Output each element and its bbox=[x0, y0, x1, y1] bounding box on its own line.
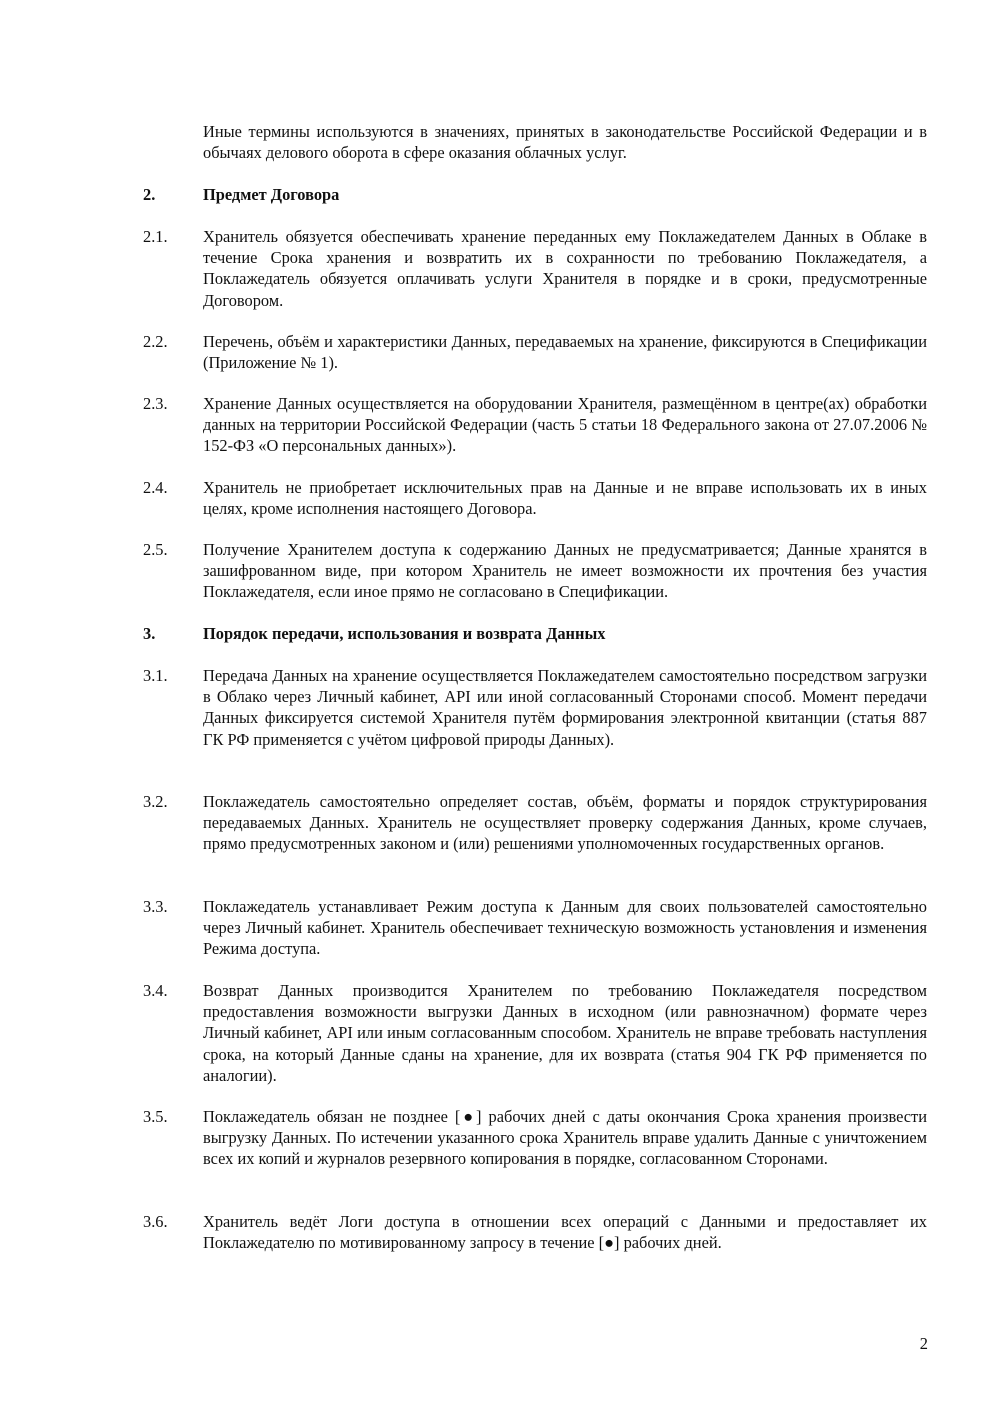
clause-text: Поклажедатель устанавливает Режим доступа к Данным для своих пользователей самостоятельно через Личный кабинет. Хранитель обеспечивает техническую возможность установления и изменения Режима доступа. bbox=[203, 897, 927, 959]
clause-2-3 bbox=[143, 393, 927, 457]
clause-2-5 bbox=[143, 539, 927, 603]
clause-3-5 bbox=[143, 1106, 927, 1170]
clause-number: 3.4. bbox=[143, 981, 168, 1000]
clause-number: 3.6. bbox=[143, 1212, 168, 1231]
clause-text: Хранение Данных осуществляется на оборудовании Хранителя, размещённом в центре(ах) обработки данных на территории Российской Федерации (часть 5 статьи 18 Федерального закона от 27.07.2006 № 152-ФЗ «О персональных данных»). bbox=[203, 394, 927, 456]
section-number: 2. bbox=[143, 185, 156, 204]
clause-number: 2.4. bbox=[143, 478, 168, 497]
clause-2-2 bbox=[143, 331, 927, 373]
intro-paragraph: Иные термины используются в значениях, принятых в законодательстве Российской Федерации и в обычаях делового оборота в сфере оказания облачных услуг. bbox=[203, 122, 927, 163]
clause-text: Перечень, объём и характеристики Данных, передаваемых на хранение, фиксируются в Спецификации (Приложение № 1). bbox=[203, 332, 927, 373]
section-number: 3. bbox=[143, 624, 156, 643]
section-title: Порядок передачи, использования и возврата Данных bbox=[203, 624, 606, 643]
clause-text: Возврат Данных производится Хранителем по требованию Поклажедателя посредством предоставления возможности выгрузки Данных в исходном (или равнозначном) формате через Личный кабинет, API или иным согласованным способом. Хранитель не вправе требовать наступления срока, на который Данные сданы на хранение, для их возврата (статья 904 ГК РФ применяется по аналогии). bbox=[203, 981, 927, 1085]
clause-text: Хранитель не приобретает исключительных прав на Данные и не вправе использовать их в иных целях, кроме исполнения настоящего Договора. bbox=[203, 478, 927, 519]
clause-2-4 bbox=[143, 477, 927, 519]
clause-text: Хранитель ведёт Логи доступа в отношении всех операций с Данными и предоставляет их Поклажедателю по мотивированному запросу в течение [●] рабочих дней. bbox=[203, 1212, 927, 1253]
clause-number: 3.5. bbox=[143, 1107, 168, 1126]
clause-number: 3.2. bbox=[143, 792, 168, 811]
clause-text: Хранитель обязуется обеспечивать хранение переданных ему Поклажедателем Данных в Облаке в течение Срока хранения и возвратить их в сохранности по требованию Поклажедателя, а Поклажедатель обязуется оплачивать услуги Хранителя в порядке и в сроки, предусмотренные Договором. bbox=[203, 227, 927, 310]
clause-number: 2.3. bbox=[143, 394, 168, 413]
clause-2-1 bbox=[143, 226, 927, 311]
clause-3-2 bbox=[143, 791, 927, 855]
clause-number: 3.3. bbox=[143, 897, 168, 916]
clause-3-4 bbox=[143, 980, 927, 1086]
clause-number: 2.5. bbox=[143, 540, 168, 559]
clause-number: 2.1. bbox=[143, 227, 168, 246]
clause-number: 2.2. bbox=[143, 332, 168, 351]
clause-text: Получение Хранителем доступа к содержанию Данных не предусматривается; Данные хранятся в зашифрованном виде, при котором Хранитель не имеет возможности их прочтения без участия Поклажедателя, если иное прямо не согласовано в Спецификации. bbox=[203, 540, 927, 602]
clause-3-1 bbox=[143, 665, 927, 750]
clause-3-3 bbox=[143, 896, 927, 960]
clause-3-6 bbox=[143, 1211, 927, 1253]
clause-text: Передача Данных на хранение осуществляется Поклажедателем самостоятельно посредством загрузки в Облако через Личный кабинет, API или иной согласованный Сторонами способ. Момент передачи Данных фиксируется системой Хранителя путём формирования электронной квитанции (статья 887 ГК РФ применяется с учётом цифровой природы Данных). bbox=[203, 666, 927, 749]
section-title: Предмет Договора bbox=[203, 185, 340, 204]
clause-number: 3.1. bbox=[143, 666, 168, 685]
page-number: 2 bbox=[919, 1334, 928, 1353]
clause-text: Поклажедатель самостоятельно определяет состав, объём, форматы и порядок структурирования передаваемых Данных. Хранитель не осуществляет проверку содержания Данных, кроме случаев, прямо предусмотренных законом и (или) решениями уполномоченных государственных органов. bbox=[203, 792, 927, 854]
clause-text: Поклажедатель обязан не позднее [●] рабочих дней с даты окончания Срока хранения произвести выгрузку Данных. По истечении указанного срока Хранитель вправе удалить Данные с уничтожением всех их копий и журналов резервного копирования в порядке, согласованном Сторонами. bbox=[203, 1107, 927, 1169]
